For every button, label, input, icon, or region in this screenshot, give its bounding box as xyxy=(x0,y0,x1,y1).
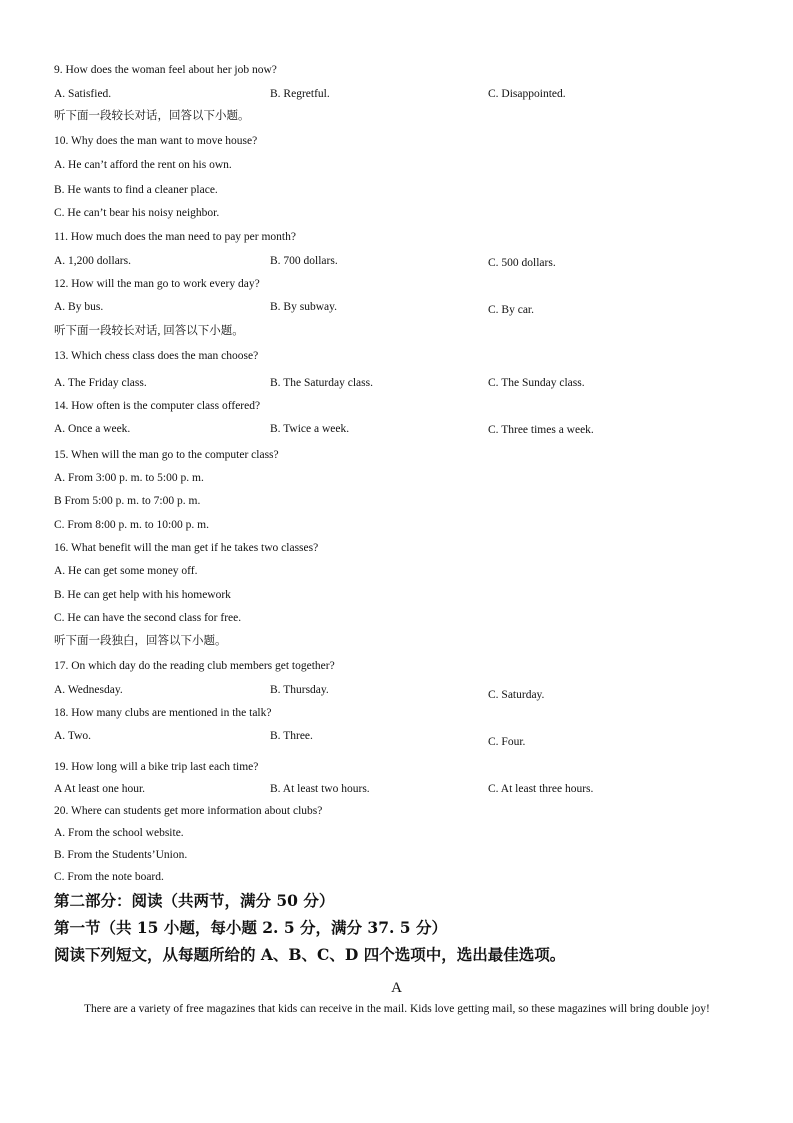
question-16-option-c: C. He can have the second class for free. xyxy=(54,612,242,624)
question-18-stem: 18. How many clubs are mentioned in the talk? xyxy=(54,707,272,719)
question-12-option-c: C. By car. xyxy=(488,304,534,316)
question-15-option-b: B From 5:00 p. m. to 7:00 p. m. xyxy=(54,495,201,507)
question-12-option-b: B. By subway. xyxy=(270,301,337,313)
question-19-stem: 19. How long will a bike trip last each time? xyxy=(54,761,259,773)
part-two-title: 第二部分：阅读（共两节，满分 50 分） xyxy=(54,891,335,910)
question-13-stem: 13. Which chess class does the man choose? xyxy=(54,350,259,362)
question-12-option-a: A. By bus. xyxy=(54,301,104,313)
question-17-stem: 17. On which day do the reading club members get together? xyxy=(54,660,335,672)
question-12-stem: 12. How will the man go to work every day? xyxy=(54,278,260,290)
question-14-stem: 14. How often is the computer class offered? xyxy=(54,400,261,412)
question-11-stem: 11. How much does the man need to pay per month? xyxy=(54,231,296,243)
question-20-option-c: C. From the note board. xyxy=(54,871,164,883)
question-15-option-a: A. From 3:00 p. m. to 5:00 p. m. xyxy=(54,472,204,484)
question-17-option-b: B. Thursday. xyxy=(270,684,329,696)
question-15-stem: 15. When will the man go to the computer class? xyxy=(54,449,279,461)
question-10-option-c: C. He can’t bear his noisy neighbor. xyxy=(54,207,220,219)
question-18-option-a: A. Two. xyxy=(54,730,91,742)
question-17-option-a: A. Wednesday. xyxy=(54,684,123,696)
question-11-option-a: A. 1,200 dollars. xyxy=(54,255,131,267)
question-9-option-b: B. Regretful. xyxy=(270,88,330,100)
question-20-stem: 20. Where can students get more information about clubs? xyxy=(54,805,323,817)
question-16-option-a: A. He can get some money off. xyxy=(54,565,198,577)
question-10-option-a: A. He can’t afford the rent on his own. xyxy=(54,159,232,171)
question-9-option-a: A. Satisfied. xyxy=(54,88,112,100)
question-19-option-a: A At least one hour. xyxy=(54,783,146,795)
reading-instruction: 阅读下列短文，从每题所给的 A、B、C、D 四个选项中，选出最佳选项。 xyxy=(54,945,566,964)
question-16-option-b: B. He can get help with his homework xyxy=(54,589,231,601)
question-11-option-c: C. 500 dollars. xyxy=(488,257,556,269)
question-14-option-a: A. Once a week. xyxy=(54,423,131,435)
question-20-option-a: A. From the school website. xyxy=(54,827,184,839)
question-18-option-b: B. Three. xyxy=(270,730,313,742)
question-16-stem: 16. What benefit will the man get if he takes two classes? xyxy=(54,542,319,554)
instruction-dialogue-13-16: 听下面一段较长对话, 回答以下小题。 xyxy=(54,325,244,337)
question-9-stem: 9. How does the woman feel about her job now? xyxy=(54,64,277,76)
passage-paragraph: There are a variety of free magazines that kids can receive in the mail. Kids love getting mail, so these magazines will bring double joy! xyxy=(84,1003,710,1015)
question-13-option-b: B. The Saturday class. xyxy=(270,377,373,389)
instruction-dialogue-10-12: 听下面一段较长对话，回答以下小题。 xyxy=(54,110,250,122)
question-13-option-a: A. The Friday class. xyxy=(54,377,147,389)
question-10-stem: 10. Why does the man want to move house? xyxy=(54,135,258,147)
question-14-option-c: C. Three times a week. xyxy=(488,424,594,436)
question-9-option-c: C. Disappointed. xyxy=(488,88,566,100)
question-10-option-b: B. He wants to find a cleaner place. xyxy=(54,184,218,196)
question-13-option-c: C. The Sunday class. xyxy=(488,377,585,389)
question-15-option-c: C. From 8:00 p. m. to 10:00 p. m. xyxy=(54,519,209,531)
question-17-option-c: C. Saturday. xyxy=(488,689,545,701)
question-19-option-c: C. At least three hours. xyxy=(488,783,594,795)
question-11-option-b: B. 700 dollars. xyxy=(270,255,338,267)
question-20-option-b: B. From the Students’Union. xyxy=(54,849,188,861)
question-14-option-b: B. Twice a week. xyxy=(270,423,350,435)
section-one-title: 第一节（共 15 小题，每小题 2. 5 分，满分 37. 5 分） xyxy=(54,918,447,937)
question-18-option-c: C. Four. xyxy=(488,736,526,748)
passage-letter: A xyxy=(391,980,402,996)
question-19-option-b: B. At least two hours. xyxy=(270,783,370,795)
instruction-monologue-17-20: 听下面一段独白，回答以下小题。 xyxy=(54,635,227,647)
